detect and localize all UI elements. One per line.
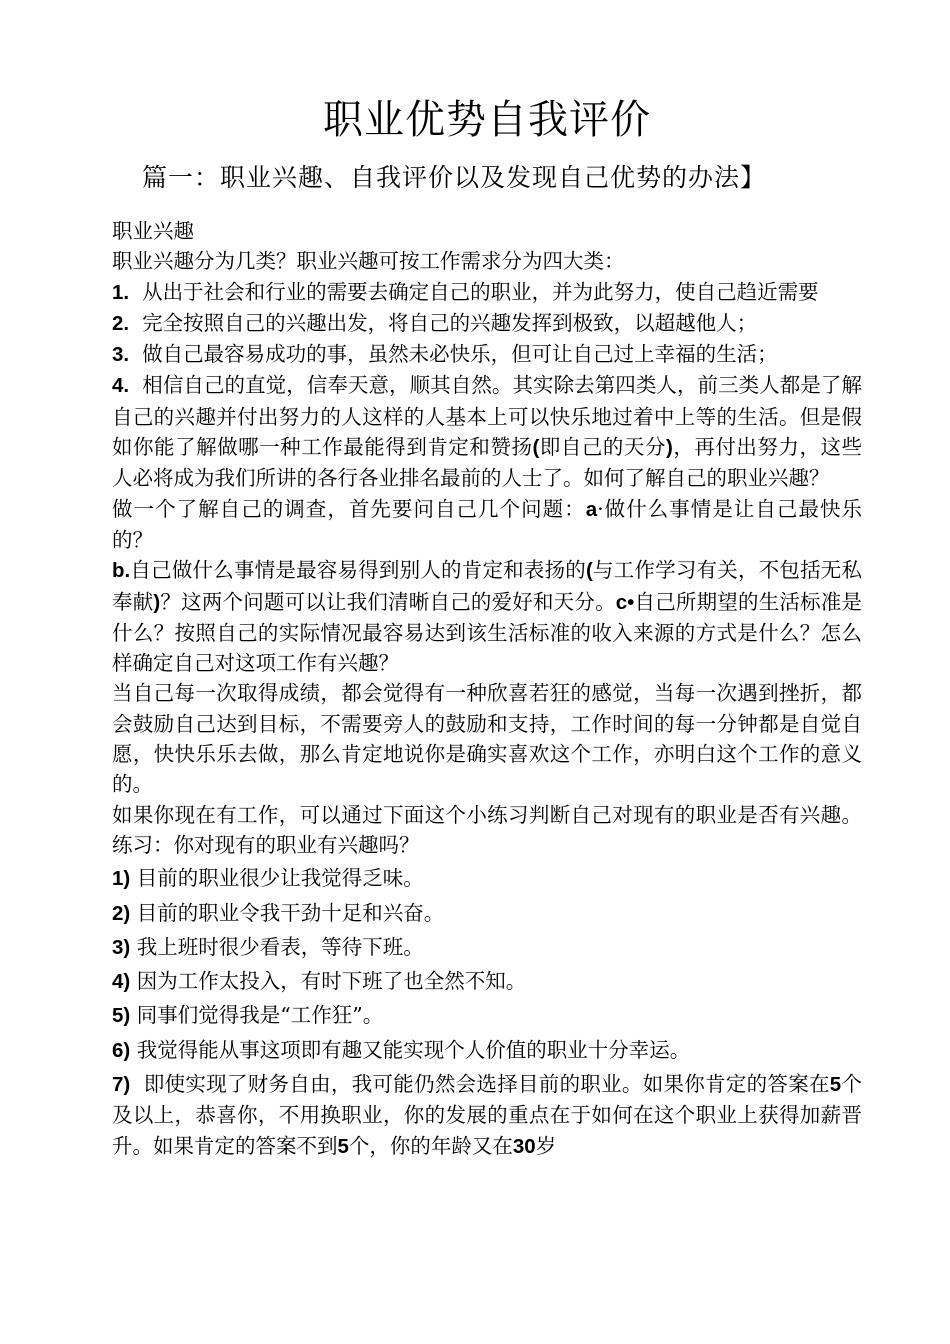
question-number: 7) bbox=[112, 1073, 131, 1097]
survey-paragraph bbox=[112, 555, 862, 678]
list-number: 3. bbox=[112, 343, 130, 367]
list-item bbox=[112, 308, 862, 339]
question-text: 个及以上，恭喜你，不用换职业，你的发展的重点在于如何在这个职业上获得加薪晋升。如果肯定的答案不到 bbox=[112, 1072, 862, 1158]
question-item bbox=[112, 1069, 862, 1162]
survey-c-text: 自己所期望的生活标准是什么？按照自己的实际情况最容易达到该生活标准的收入来源的方式是什么？怎么样确定自己对这项工作有兴趣？ bbox=[112, 589, 863, 676]
document-subtitle: 篇一：职业兴趣、自我评价以及发现自己优势的办法】 bbox=[142, 163, 767, 192]
survey-b-marker: b. bbox=[112, 559, 131, 583]
survey-a-marker: a bbox=[585, 497, 598, 521]
document-body bbox=[112, 216, 862, 1162]
paren-open: ( bbox=[532, 436, 540, 460]
survey-lead: 做一个了解自己的调查，首先要问自己几个问题： bbox=[112, 496, 586, 521]
survey-b-text: 自己做什么事情是最容易得到别人的肯定和表扬的 bbox=[130, 558, 586, 583]
question-text: 即使实现了财务自由，我可能仍然会选择目前的职业。如果你肯定的答案在 bbox=[143, 1072, 830, 1097]
question-item bbox=[112, 898, 862, 929]
list-number: 1. bbox=[112, 280, 130, 304]
list-number: 2. bbox=[112, 311, 130, 335]
list-item bbox=[112, 277, 862, 308]
question-text: 岁 bbox=[535, 1133, 557, 1158]
question-number: 1) bbox=[112, 867, 131, 891]
document-title: 职业优势自我评价 bbox=[323, 97, 651, 143]
question-number: 3) bbox=[112, 935, 131, 959]
question-number: 6) bbox=[112, 1038, 131, 1062]
intro-paragraph: 职业兴趣分为几类？职业兴趣可按工作需求分为四大类： bbox=[112, 249, 625, 274]
question-number: 5) bbox=[112, 1004, 131, 1028]
list-text: 从出于社会和行业的需要去确定自己的职业，并为此努力，使自己趋近需要 bbox=[142, 279, 819, 304]
question-text: 因为工作太投入，有时下班了也全然不知。 bbox=[136, 969, 527, 994]
question-text: 同事们觉得我是“工作狂”。 bbox=[136, 1003, 384, 1028]
question-text: 目前的职业很少让我觉得乏味。 bbox=[136, 866, 424, 891]
question-item bbox=[112, 1000, 862, 1031]
age-number: 30 bbox=[512, 1134, 536, 1158]
survey-a-text: ·做什么事情是让自己最快乐的？ bbox=[112, 496, 863, 552]
question-item bbox=[112, 966, 862, 997]
question-item bbox=[112, 1035, 862, 1066]
exercise-paragraph: 如果你现在有工作，可以通过下面这个小练习判断自己对现有的职业是否有兴趣。练习：你对现有的职业有兴趣吗？ bbox=[112, 802, 862, 857]
question-text: 我觉得能从事这项即有趣又能实现个人价值的职业十分幸运。 bbox=[136, 1037, 691, 1062]
list-item bbox=[112, 339, 862, 370]
paren-open: ( bbox=[585, 559, 593, 583]
list-text: 相信自己的直觉，信奉天意，顺其自然。其实除去第四类人，前三类人都是了解自己的兴趣并付出努力的人这样的人基本上可以快乐地过着中上等的生活。但是假如你能了解做哪一种工作最能得到肯定和赞扬 bbox=[112, 373, 862, 460]
list-number: 4. bbox=[112, 374, 130, 398]
answer-count: 5 bbox=[337, 1134, 349, 1158]
paragraph-tail: ，再付出努力，这些人必将成为我们所讲的各行各业排名最前的人士了。如何了解自己的职业兴趣？ bbox=[112, 435, 863, 491]
paren-close: ) bbox=[665, 436, 673, 460]
paren-close: ) bbox=[153, 590, 161, 614]
question-number: 4) bbox=[112, 970, 131, 994]
question-text: 个，你的年龄又在 bbox=[348, 1133, 513, 1158]
list-item bbox=[112, 370, 862, 493]
survey-paragraph bbox=[112, 494, 862, 556]
survey-c-marker: c• bbox=[615, 590, 635, 614]
paren-text: 即自己的天分 bbox=[539, 435, 666, 460]
answer-count: 5 bbox=[829, 1073, 842, 1097]
list-text: 完全按照自己的兴趣出发，将自己的兴趣发挥到极致，以超越他人； bbox=[142, 310, 758, 335]
question-text: 我上班时很少看表，等待下班。 bbox=[136, 934, 424, 959]
question-number: 2) bbox=[112, 901, 131, 925]
question-item bbox=[112, 932, 862, 963]
question-item bbox=[112, 863, 862, 894]
section-heading: 职业兴趣 bbox=[112, 219, 194, 243]
list-text: 做自己最容易成功的事，虽然未必快乐，但可让自己过上幸福的生活； bbox=[142, 342, 778, 367]
survey-b-tail: ？这两个问题可以让我们清晰自己的爱好和天分。 bbox=[160, 589, 616, 614]
question-text: 目前的职业令我干劲十足和兴奋。 bbox=[136, 900, 445, 925]
success-paragraph: 当自己每一次取得成绩，都会觉得有一种欣喜若狂的感觉，当每一次遇到挫折，都会鼓励自己达到目标，不需要旁人的鼓励和支持，工作时间的每一分钟都是自觉自愿，快快乐乐去做，那么肯定地说你是确实喜欢这个工作，亦明白这个工作的意义的。 bbox=[112, 681, 862, 797]
paren-text: 与工作学习有关，不包括无私奉献 bbox=[112, 558, 863, 614]
